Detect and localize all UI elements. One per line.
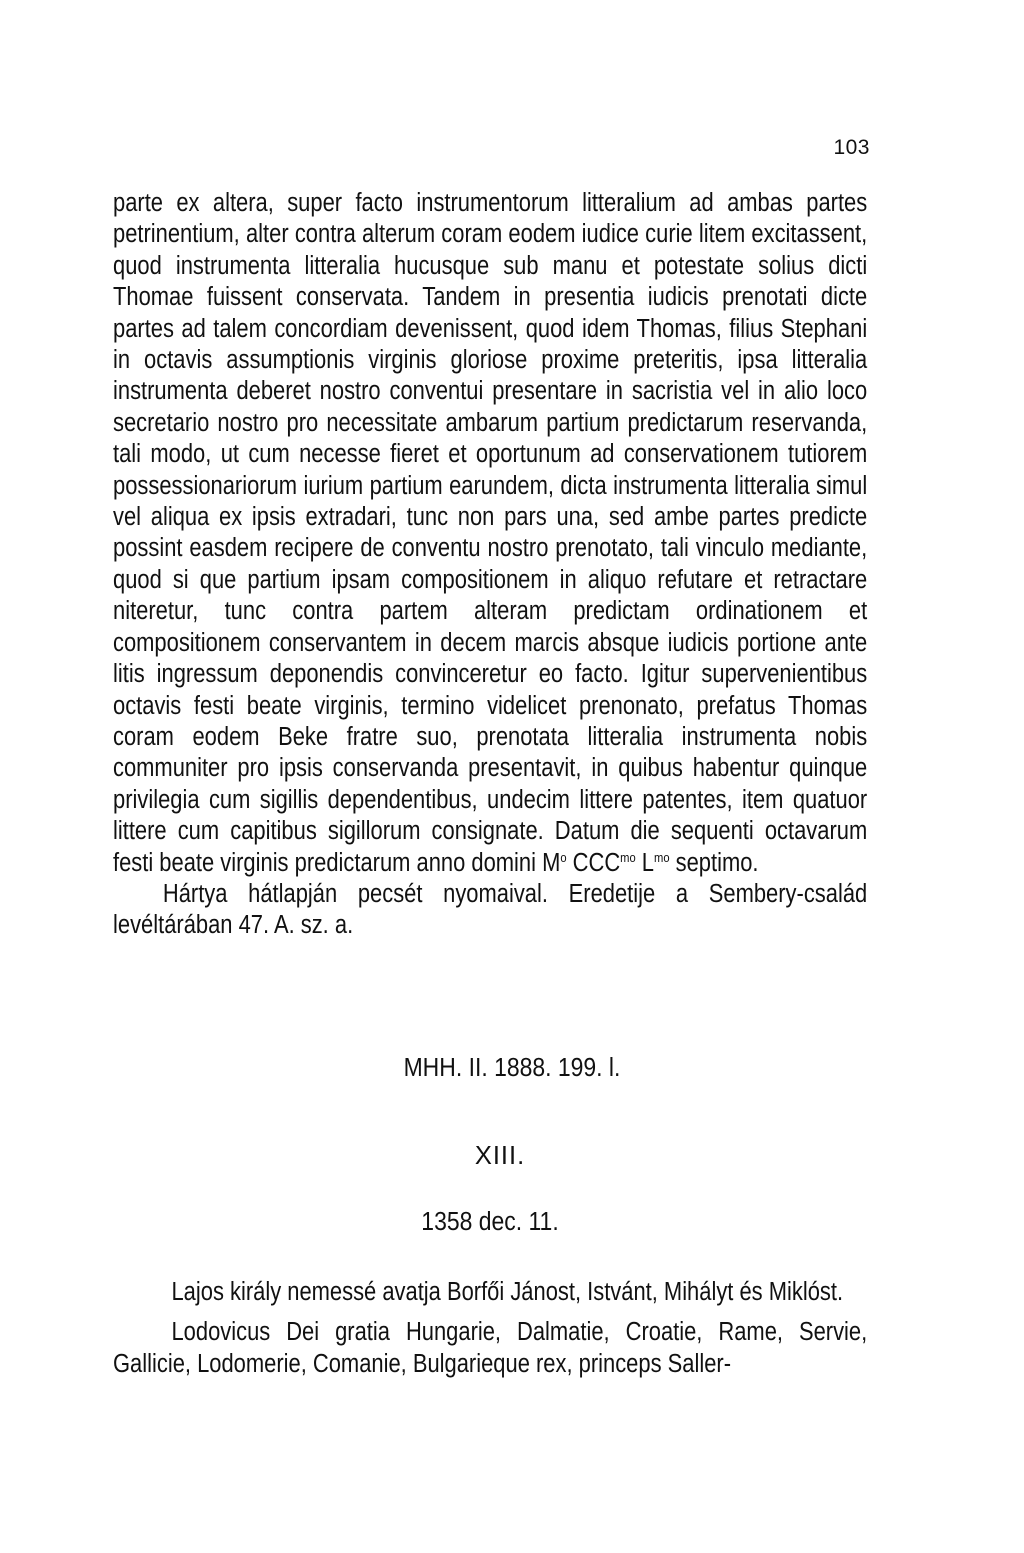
date-ccc: CCC	[566, 848, 621, 877]
document-summary-block	[113, 1276, 867, 1380]
page-number: 103	[833, 136, 870, 159]
date-tail: septimo.	[669, 848, 759, 877]
date-sup-l: mo	[654, 849, 670, 865]
document-number: XIII.	[474, 1142, 526, 1170]
date-l: L	[635, 848, 655, 877]
main-text-block	[113, 188, 867, 942]
document-date: 1358 dec. 11.	[421, 1208, 559, 1236]
main-text: parte ex altera, super facto instrumentorum litteralium ad ambas partes petrinentium, alter contra alterum coram eodem iudice curie litem excitassent, quod instrumenta litteralia hucusque sub manu et potestate solius dicti Thomae fuissent conservata. Tandem in presentia iudicis prenotati dicte partes ad talem concordiam devenissent, quod idem Thomas, filius Stephani in octavis assumptionis virginis gloriose proxime preteritis, ipsa litteralia instrumenta deberet nostro conventui presentare in sacristia vel in alio loco secretario nostro pro necessitate ambarum partium predictarum reservanda, tali modo, ut cum necesse fieret et oportunum ad conservationem tutiorem possessionariorum iurium partium earundem, dicta instrumenta litteralia simul vel aliqua ex ipsis extradari, tunc non pars una, sed ambe partes predicte possint easdem recipere de conventu nostro prenotato, tali vinculo mediante, quod si que partium ipsam compositionem in aliquo refutare et retractare niteretur, tunc contra partem alteram predictam ordinationem et compositionem conservantem in decem marcis absque iudicis portione ante litis ingressum deponendis convinceretur eo facto. Igitur supervenientibus octavis festi beate virginis, termino videlicet prenonato, prefatus Thomas coram eodem Beke fratre suo, prenotata litteralia instrumenta nobis communiter pro ipsis conservanda presentavit, in quibus habentur quinque privilegia cum sigillis dependentibus, undecim littere patentes, item quatuor littere cum capitibus sigillorum consignate. Datum die sequenti octavarum festi beate virginis predictarum anno domini M	[113, 189, 868, 877]
main-paragraph	[113, 188, 867, 879]
archival-note: Hártya hátlapján pecsét nyomaival. Eredetije a Sembery-család levéltárában 47. A. sz. a.	[113, 879, 868, 940]
document-opening: Lodovicus Dei gratia Hungarie, Dalmatie, Croatie, Rame, Servie, Gallicie, Lodomerie, Comanie, Bulgarieque rex, princeps Saller-	[113, 1318, 868, 1378]
source-reference: MHH. II. 1888. 199. l.	[403, 1054, 621, 1082]
date-sup-ccc: mo	[620, 849, 636, 865]
date-sup-m: o	[560, 849, 567, 865]
document-summary: Lajos király nemessé avatja Borfői Jánost, Istvánt, Mihályt és Miklóst.	[171, 1278, 844, 1306]
